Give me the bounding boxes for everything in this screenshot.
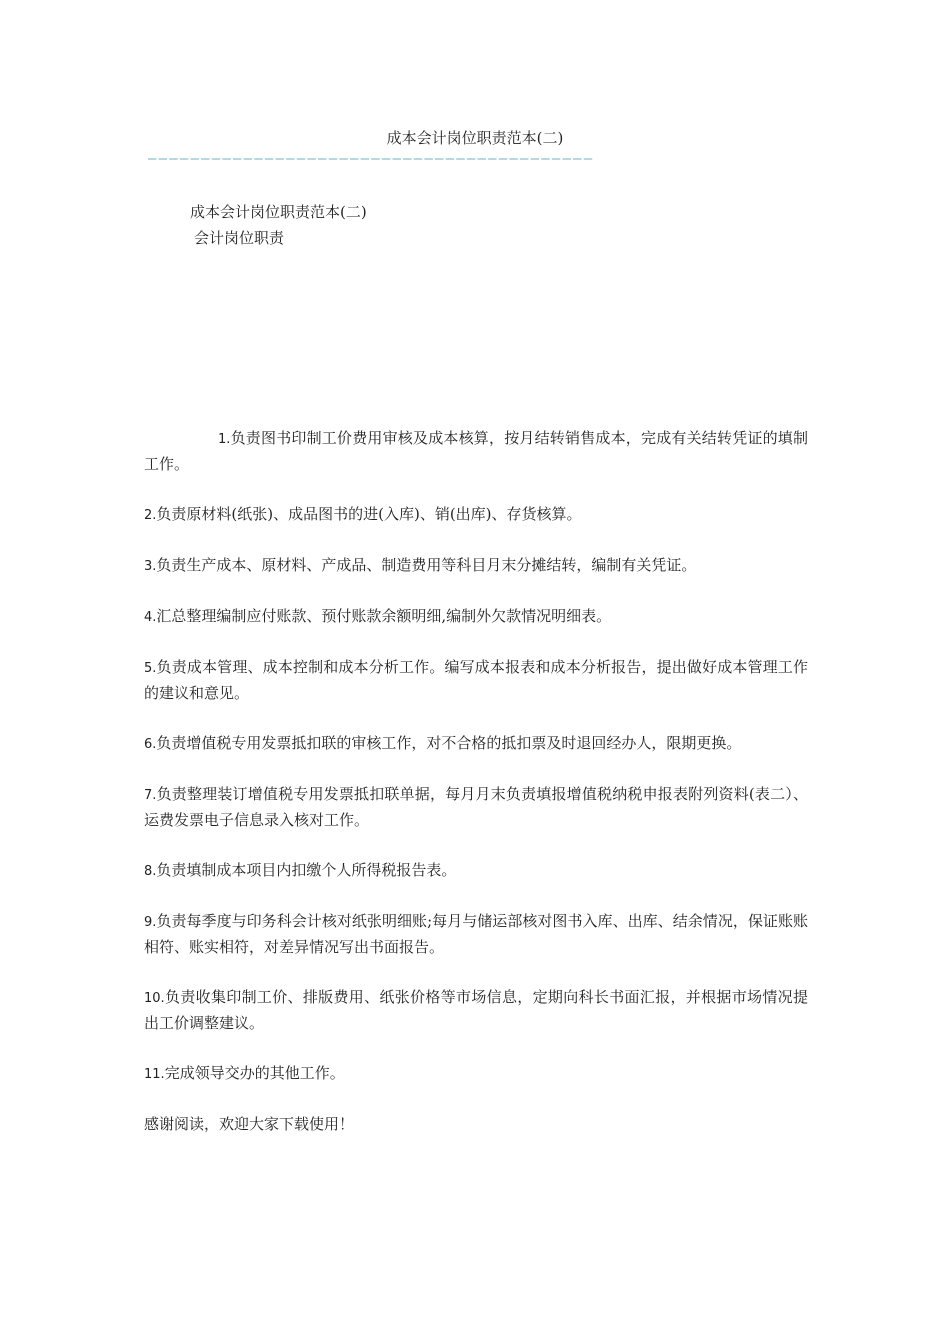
duty-item-10 (144, 985, 808, 1036)
duty-text: 汇总整理编制应付账款、预付账款余额明细,编制外欠款情况明细表。 (156, 607, 612, 625)
duty-item-9 (144, 909, 808, 960)
duty-number: 3. (144, 559, 157, 574)
duty-text: 负责图书印制工价费用审核及成本核算，按月结转销售成本，完成有关结转凭证的填制工作。 (144, 429, 808, 473)
duty-text: 负责填制成本项目内扣缴个人所得税报告表。 (156, 861, 457, 879)
document-title: 成本会计岗位职责范本(二) (190, 203, 367, 221)
duty-text: 负责整理装订增值税专用发票抵扣联单据，每月月末负责填报增值税纳税申报表附列资料(表二）、运费发票电子信息录入核对工作。 (144, 785, 808, 829)
duty-number: 11. (144, 1067, 165, 1082)
duty-item-6 (144, 731, 808, 757)
header-divider: —————————————————————————————————————————— (148, 152, 595, 166)
page-header-title: 成本会计岗位职责范本(二) (386, 129, 564, 147)
duty-number: 5. (144, 661, 157, 676)
duty-item-11 (144, 1061, 808, 1087)
duty-item-1 (144, 426, 808, 477)
duty-item-4 (144, 604, 808, 630)
duty-number: 9. (144, 915, 157, 930)
duty-text: 完成领导交办的其他工作。 (164, 1064, 345, 1082)
duty-text: 负责原材料(纸张)、成品图书的进(入库)、销(出库)、存货核算。 (156, 505, 582, 523)
duty-item-3 (144, 553, 808, 579)
duty-number: 10. (144, 991, 165, 1006)
duty-number: 7. (144, 788, 157, 803)
duty-text: 负责每季度与印务科会计核对纸张明细账;每月与储运部核对图书入库、出库、结余情况，保证账账相符、账实相符，对差异情况写出书面报告。 (144, 912, 808, 956)
duty-item-8 (144, 858, 808, 884)
duty-number: 8. (144, 864, 157, 879)
duty-number: 2. (144, 508, 157, 523)
section-heading: 会计岗位职责 (194, 229, 285, 247)
closing-note: 感谢阅读，欢迎大家下载使用！ (144, 1115, 355, 1133)
duty-text: 负责增值税专用发票抵扣联的审核工作，对不合格的抵扣票及时退回经办人，限期更换。 (156, 734, 742, 752)
duty-number: 4. (144, 610, 157, 625)
duty-text: 负责收集印制工价、排版费用、纸张价格等市场信息，定期向科长书面汇报，并根据市场情况提出工价调整建议。 (144, 988, 808, 1032)
duty-item-2 (144, 502, 808, 528)
duty-number: 1. (218, 432, 231, 447)
duty-list (144, 426, 808, 1162)
duty-text: 负责成本管理、成本控制和成本分析工作。编写成本报表和成本分析报告，提出做好成本管理工作的建议和意见。 (144, 658, 808, 702)
duty-text: 负责生产成本、原材料、产成品、制造费用等科目月末分摊结转，编制有关凭证。 (156, 556, 697, 574)
duty-item-7 (144, 782, 808, 833)
duty-item-5 (144, 655, 808, 706)
duty-number: 6. (144, 737, 157, 752)
